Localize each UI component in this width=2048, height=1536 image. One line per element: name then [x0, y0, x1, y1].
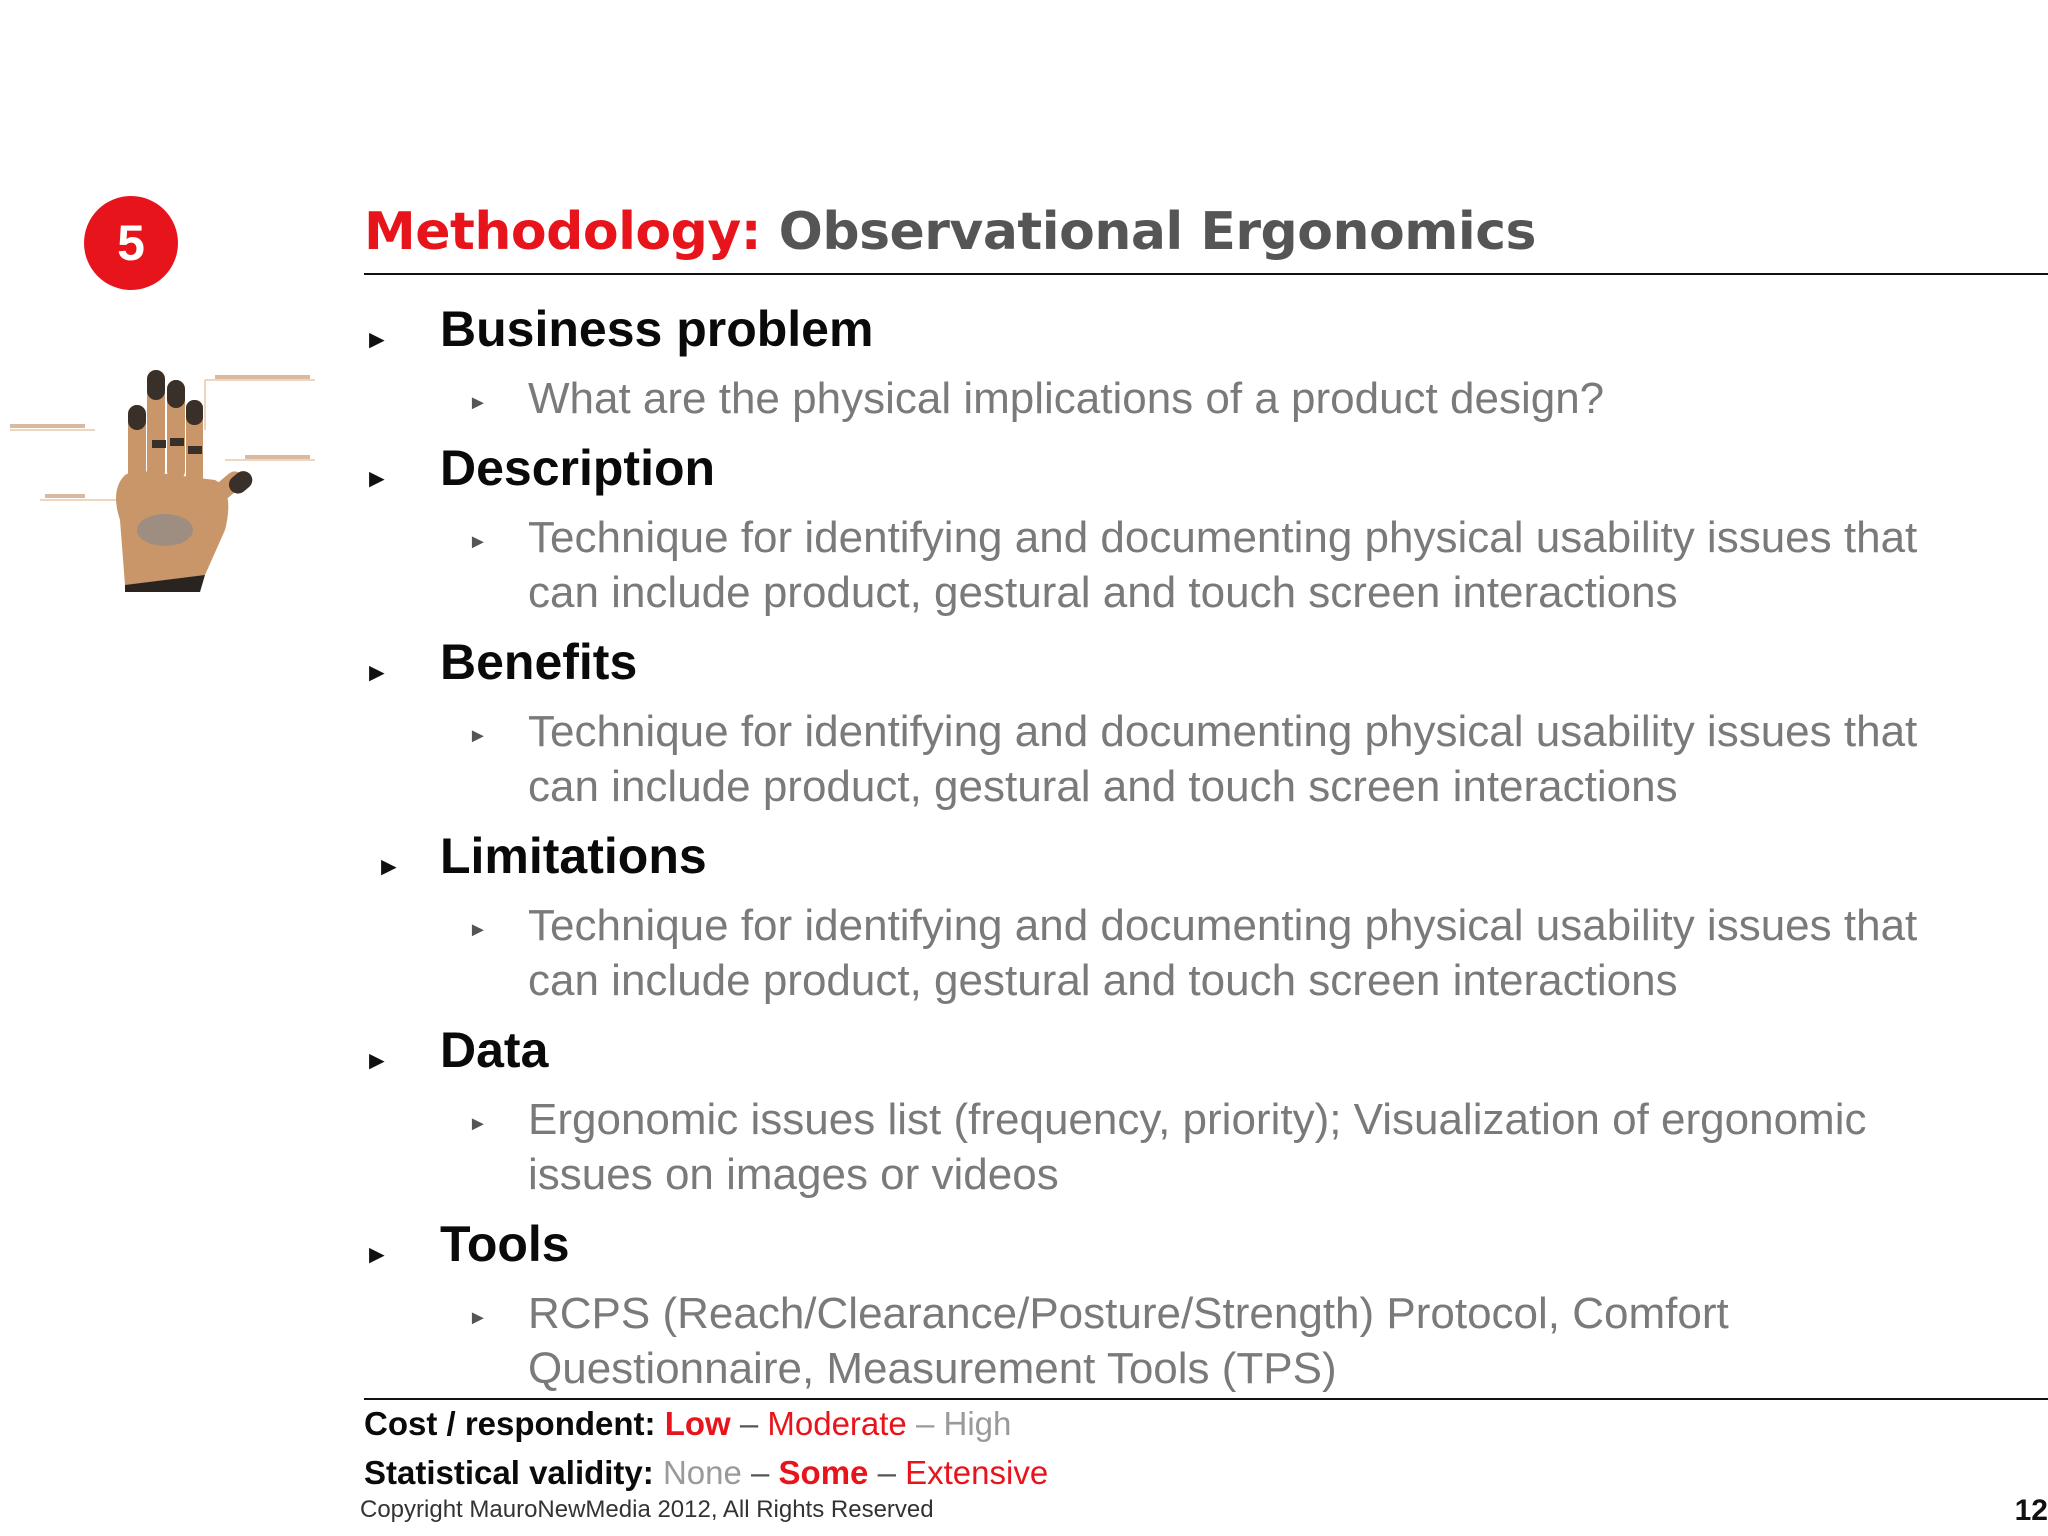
cost-low: Low: [664, 1405, 731, 1442]
section-line: can include product, gestural and touch screen interactions: [528, 956, 1678, 1005]
step-badge: 5: [84, 196, 178, 290]
triangle-right-icon: ►: [468, 919, 488, 941]
title-divider: [364, 273, 2048, 275]
triangle-right-icon: ►: [364, 324, 390, 354]
title-prefix: Methodology:: [364, 202, 762, 262]
section-heading: Business problem: [440, 301, 874, 357]
section-heading: Data: [440, 1022, 549, 1078]
triangle-right-icon: ►: [468, 1307, 488, 1329]
section-line: RCPS (Reach/Clearance/Posture/Strength) Protocol, Comfort: [528, 1289, 1729, 1338]
hand-diagram-icon: [0, 360, 320, 600]
triangle-right-icon: ►: [364, 1045, 390, 1075]
section-line: Questionnaire, Measurement Tools (TPS): [528, 1344, 1337, 1393]
triangle-right-icon: ►: [468, 392, 488, 414]
section-line: issues on images or videos: [528, 1150, 1059, 1199]
triangle-right-icon: ►: [376, 851, 402, 881]
section-line: can include product, gestural and touch screen interactions: [528, 762, 1678, 811]
cost-label: Cost / respondent:: [364, 1405, 656, 1442]
triangle-right-icon: ►: [468, 531, 488, 553]
separator: –: [751, 1454, 770, 1491]
triangle-right-icon: ►: [364, 657, 390, 687]
cost-rating: [364, 1405, 1011, 1443]
cost-high: High: [943, 1405, 1012, 1442]
section-line: Ergonomic issues list (frequency, priority); Visualization of ergonomic: [528, 1095, 1867, 1144]
section-heading: Benefits: [440, 634, 638, 690]
section-line: Technique for identifying and documenting physical usability issues that: [528, 513, 1918, 562]
validity-label: Statistical validity:: [364, 1454, 654, 1491]
triangle-right-icon: ►: [364, 1239, 390, 1269]
triangle-right-icon: ►: [468, 1113, 488, 1135]
separator: –: [739, 1405, 759, 1442]
separator: –: [915, 1405, 935, 1442]
title-main: Observational Ergonomics: [778, 202, 1537, 262]
section-heading: Tools: [440, 1216, 570, 1272]
section-line: What are the physical implications of a product design?: [528, 374, 1605, 423]
validity-rating: [364, 1454, 1048, 1492]
validity-extensive: Extensive: [905, 1454, 1049, 1491]
footer-divider: [364, 1398, 2048, 1400]
cost-moderate: Moderate: [767, 1405, 907, 1442]
triangle-right-icon: ►: [468, 725, 488, 747]
copyright-text: Copyright MauroNewMedia 2012, All Rights Reserved: [360, 1496, 934, 1523]
section-line: Technique for identifying and documenting physical usability issues that: [528, 707, 1918, 756]
section-heading: Description: [440, 440, 716, 496]
separator: –: [877, 1454, 896, 1491]
page-number: 12: [2014, 1494, 2048, 1527]
section-line: can include product, gestural and touch screen interactions: [528, 568, 1678, 617]
validity-none: None: [662, 1454, 742, 1491]
triangle-right-icon: ►: [364, 463, 390, 493]
page-title: [364, 202, 1536, 262]
section-line: Technique for identifying and documenting physical usability issues that: [528, 901, 1918, 950]
section-heading: Limitations: [440, 828, 707, 884]
validity-some: Some: [778, 1454, 869, 1491]
